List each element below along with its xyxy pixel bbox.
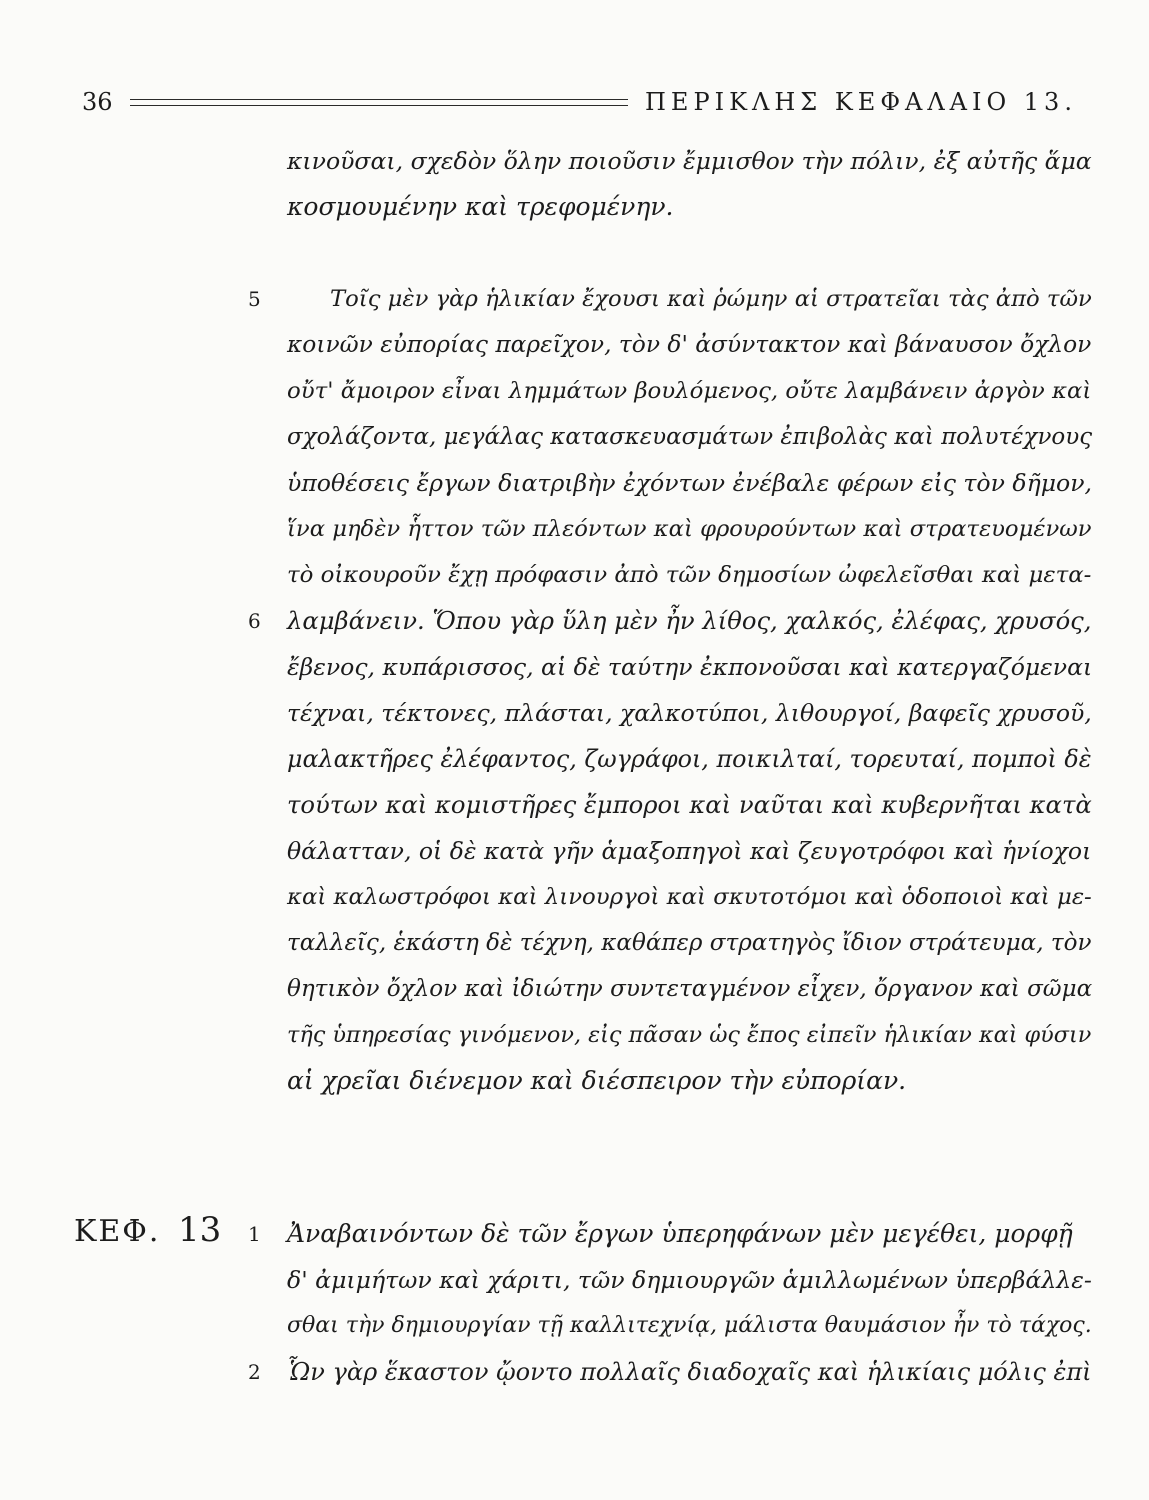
- section-number-6: 6: [248, 609, 261, 633]
- section-number-1: 1: [248, 1222, 261, 1246]
- text-line: ἔβενος, κυπάρισσος, αἱ δὲ ταύτην ἐκπονοῦσαι καὶ κατεργαζόμεναι: [287, 653, 1093, 681]
- text-line: καὶ καλωστρόφοι καὶ λινουργοὶ καὶ σκυτοτόμοι καὶ ὁδοποιοὶ καὶ με-: [287, 884, 1092, 910]
- text-line: κοσμουμένην καὶ τρεφομένην.: [287, 192, 674, 221]
- text-line: τέχναι, τέκτονες, πλάσται, χαλκοτύποι, λιθουργοί, βαφεῖς χρυσοῦ,: [287, 699, 1092, 727]
- text-line: Ἀναβαινόντων δὲ τῶν ἔργων ὑπερηφάνων μὲν μεγέθει, μορφῇ: [287, 1219, 1073, 1248]
- text-line: μαλακτῆρες ἐλέφαντος, ζωγράφοι, ποικιλταί, τορευταί, πομποὶ δὲ: [287, 745, 1092, 773]
- chapter-abbreviation: ΚΕΦ.: [74, 1214, 161, 1249]
- header-double-rule: [130, 99, 628, 106]
- text-line: αἱ χρεῖαι διένεμον καὶ διέσπειρον τὴν εὐπορίαν.: [287, 1066, 907, 1095]
- text-line: θάλατταν, οἱ δὲ κατὰ γῆν ἁμαξοπηγοὶ καὶ ζευγοτρόφοι καὶ ἡνίοχοι: [287, 837, 1092, 865]
- chapter-heading: [74, 1208, 221, 1254]
- section-number-5: 5: [248, 287, 261, 311]
- text-line: δ' ἀμιμήτων καὶ χάριτι, τῶν δημιουργῶν ἁμιλλωμένων ὑπερβάλλε-: [287, 1266, 1092, 1294]
- page-number: 36: [82, 88, 113, 116]
- text-line: Ὧν γὰρ ἕκαστον ᾤοντο πολλαῖς διαδοχαῖς καὶ ἡλικίαις μόλις ἐπὶ: [287, 1358, 1092, 1386]
- text-line: τούτων καὶ κομιστῆρες ἔμποροι καὶ ναῦται καὶ κυβερνῆται κατὰ: [287, 790, 1092, 819]
- text-line: σχολάζοντα, μεγάλας κατασκευασμάτων ἐπιβολὰς καὶ πολυτέχνους: [287, 424, 1093, 450]
- text-line: Τοῖς μὲν γὰρ ἡλικίαν ἔχουσι καὶ ῥώμην αἱ στρατεῖαι τὰς ἀπὸ τῶν: [330, 286, 1092, 312]
- section-number-2: 2: [248, 1360, 261, 1384]
- text-line: τὸ οἰκουροῦν ἔχῃ πρόφασιν ἀπὸ τῶν δημοσίων ὠφελεῖσθαι καὶ μετα-: [287, 562, 1092, 588]
- chapter-number: 13: [178, 1210, 222, 1250]
- text-line: ταλλεῖς, ἑκάστη δὲ τέχνη, καθάπερ στρατηγὸς ἴδιον στράτευμα, τὸν: [287, 930, 1092, 956]
- text-line: λαμβάνειν. Ὅπου γὰρ ὕλη μὲν ἦν λίθος, χαλκός, ἐλέφας, χρυσός,: [287, 606, 1092, 635]
- text-line: κοινῶν εὐπορίας παρεῖχον, τὸν δ' ἀσύντακτον καὶ βάναυσον ὄχλον: [287, 331, 1092, 358]
- text-line: οὔτ' ἄμοιρον εἶναι λημμάτων βουλόμενος, οὔτε λαμβάνειν ἀργὸν καὶ: [287, 378, 1092, 404]
- running-title: ΠΕΡΙΚΛΗΣ ΚΕΦΑΛΑΙΟ 13.: [645, 88, 1077, 116]
- text-line: ἵνα μηδὲν ἧττον τῶν πλεόντων καὶ φρουρούντων καὶ στρατευομένων: [287, 516, 1092, 542]
- text-line: ὑποθέσεις ἔργων διατριβὴν ἐχόντων ἐνέβαλε φέρων εἰς τὸν δῆμον,: [287, 469, 1093, 497]
- text-line: κινοῦσαι, σχεδὸν ὅλην ποιοῦσιν ἔμμισθον τὴν πόλιν, ἐξ αὐτῆς ἅμα: [287, 147, 1092, 175]
- text-line: σθαι τὴν δημιουργίαν τῇ καλλιτεχνίᾳ, μάλιστα θαυμάσιον ἦν τὸ τάχος.: [287, 1313, 1092, 1338]
- text-line: θητικὸν ὄχλον καὶ ἰδιώτην συντεταγμένον εἶχεν, ὄργανον καὶ σῶμα: [287, 976, 1093, 1002]
- text-line: τῆς ὑπηρεσίας γινόμενον, εἰς πᾶσαν ὡς ἔπος εἰπεῖν ἡλικίαν καὶ φύσιν: [287, 1022, 1092, 1048]
